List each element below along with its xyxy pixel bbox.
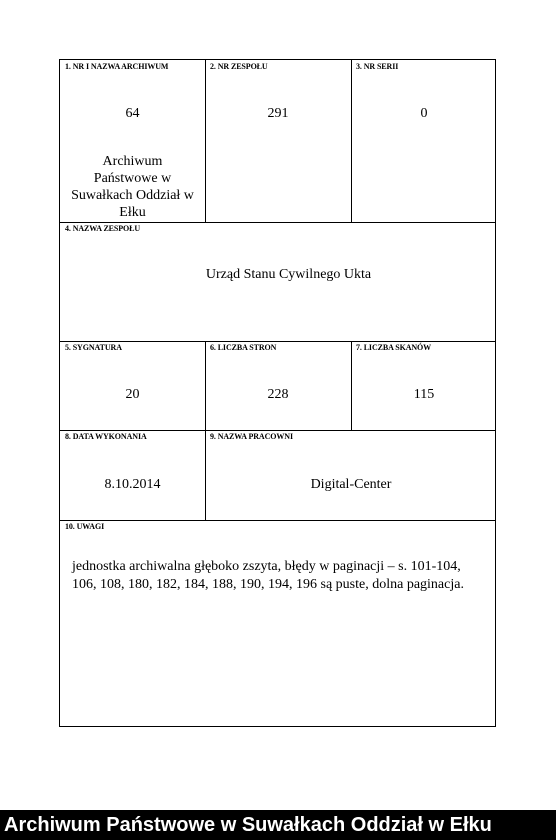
date-label: 8. DATA WYKONANIA: [65, 432, 147, 441]
fonds-number-cell: [205, 60, 351, 222]
page-count-label: 6. LICZBA STRON: [210, 343, 277, 352]
remarks-label: 10. UWAGI: [65, 522, 105, 531]
workshop-value: Digital-Center: [310, 477, 392, 492]
fonds-number-value: 291: [267, 106, 289, 121]
signature-value: 20: [125, 387, 140, 402]
fonds-number-label: 2. NR ZESPOŁU: [210, 62, 268, 71]
scan-count-cell: [351, 341, 497, 430]
signature-label: 5. SYGNATURA: [65, 343, 122, 352]
footer-banner: Archiwum Państwowe w Suwałkach Oddział w Ełku: [0, 810, 556, 840]
fonds-name-value: Urząd Stanu Cywilnego Ukta: [205, 267, 372, 282]
remarks-cell: [60, 520, 497, 727]
metadata-form: [59, 59, 496, 727]
fonds-name-cell: [60, 222, 497, 341]
series-number-cell: [351, 60, 497, 222]
date-value: 8.10.2014: [104, 477, 161, 492]
fonds-name-label: 4. NAZWA ZESPOŁU: [65, 224, 141, 233]
archive-name: Archiwum Państwowe w Suwałkach Oddział w Ełku: [71, 154, 194, 220]
series-number-label: 3. NR SERII: [356, 62, 399, 71]
signature-cell: [60, 341, 205, 430]
scan-count-label: 7. LICZBA SKANÓW: [356, 343, 432, 352]
page-count-value: 228: [267, 387, 289, 402]
archive-cell: [60, 60, 205, 222]
archive-number: 64: [125, 106, 140, 121]
archive-label: 1. NR I NAZWA ARCHIWUM: [65, 62, 169, 71]
page-count-cell: [205, 341, 351, 430]
workshop-label: 9. NAZWA PRACOWNI: [210, 432, 293, 441]
remarks-value: jednostka archiwalna głęboko zszyta, błędy w paginacji – s. 101-104, 106, 108, 180, 182, 184, 188, 190, 194, 196 są puste, dolna paginacja.: [72, 559, 464, 592]
scan-count-value: 115: [413, 387, 435, 402]
workshop-cell: [205, 430, 497, 520]
date-cell: [60, 430, 205, 520]
series-number-value: 0: [420, 106, 428, 121]
